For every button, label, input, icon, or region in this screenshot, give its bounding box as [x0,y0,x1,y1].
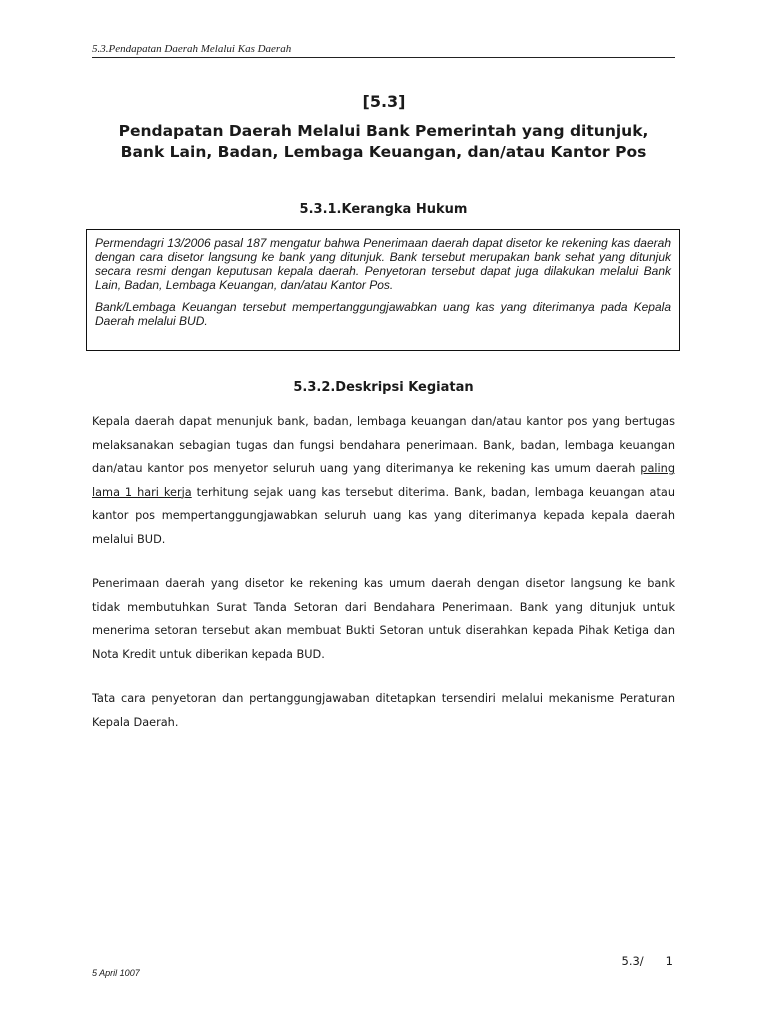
page-section-label: 5.3/ [621,954,644,968]
legal-framework-heading: 5.3.1.Kerangka Hukum [299,202,468,217]
activity-paragraph-1-text-start: Kepala daerah dapat menunjuk bank, badan, lembaga keuangan dan/atau kantor pos yang bertugas melaksanakan sebagian tugas dan fungsi bendahara penerimaan. Bank, badan, lembaga keuangan dan/atau kantor pos menyetor seluruh uang yang diterimanya ke rekening kas umum daerah [92,415,675,475]
page-number-value: 1 [665,954,673,968]
section-title-line-1: Pendapatan Daerah Melalui Bank Pemerintah yang ditunjuk, [118,122,649,140]
activity-paragraph-1-text-end: terhitung sejak uang kas tersebut diterima. Bank, badan, lembaga keuangan atau kantor pos mempertanggungjawabkan seluruh uang kas yang diterimanya kepada kepala daerah melalui BUD. [92,485,675,546]
activity-paragraph-1 [92,410,675,551]
legal-framework-paragraph-1: Permendagri 13/2006 pasal 187 mengatur bahwa Penerimaan daerah dapat disetor ke rekening kas daerah dengan cara disetor langsung ke bank yang ditunjuk. Bank tersebut merupakan bank sehat yang ditunjuk secara resmi dengan keputusan kepala daerah. Penyetoran tersebut dapat juga dilakukan melalui Bank Lain, Badan, Lembaga Keuangan, dan/atau Kantor Pos. [95,236,671,292]
activity-description-body [92,410,675,755]
activity-paragraph-3: Tata cara penyetoran dan pertanggungjawaban ditetapkan tersendiri melalui mekanisme Peraturan Kepala Daerah. [92,692,675,729]
legal-framework-paragraph-2: Bank/Lembaga Keuangan tersebut mempertanggungjawabkan uang kas yang diterimanya pada Kepala Daerah melalui BUD. [95,300,671,328]
deadline-underlined-text: paling lama 1 hari kerja [92,462,675,499]
legal-framework-box [86,229,680,351]
activity-description-heading: 5.3.2.Deskripsi Kegiatan [293,380,474,395]
page-number [622,954,674,968]
running-header: 5.3.Pendapatan Daerah Melalui Kas Daerah [92,43,675,58]
section-title-line-2: Bank Lain, Badan, Lembaga Keuangan, dan/atau Kantor Pos [120,143,647,161]
section-title [92,121,675,163]
footer-date: 5 April 1007 [92,968,140,978]
activity-paragraph-2: Penerimaan daerah yang disetor ke rekening kas umum daerah dengan disetor langsung ke bank tidak membutuhkan Surat Tanda Setoran dari Bendahara Penerimaan. Bank yang ditunjuk untuk menerima setoran tersebut akan membuat Bukti Setoran untuk diserahkan kepada Pihak Ketiga dan Nota Kredit untuk diberikan kepada BUD. [92,577,675,661]
section-number: [5.3] [362,92,406,111]
